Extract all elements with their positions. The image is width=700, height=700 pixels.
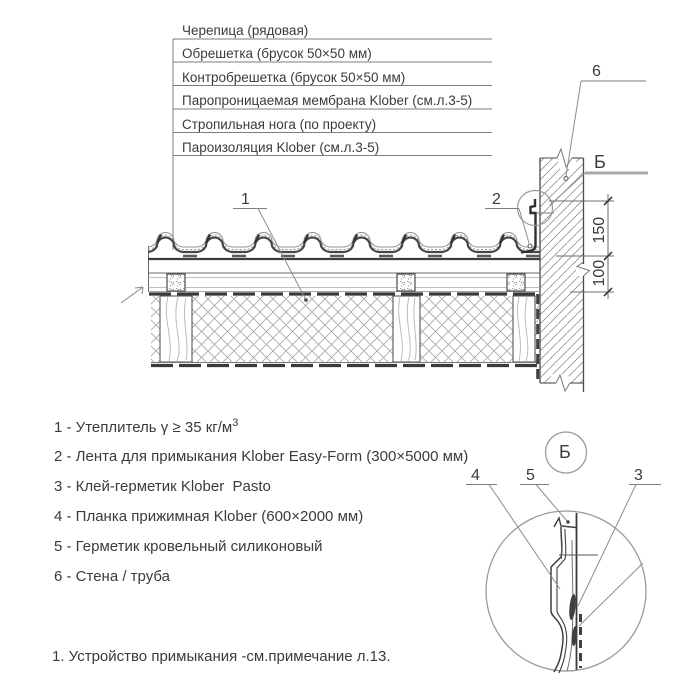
callout-3-glue: 3 xyxy=(634,467,643,484)
callout-5-sealant: 5 xyxy=(526,467,535,484)
layer-label-battens: Обрешетка (брусок 50×50 мм) xyxy=(182,46,372,61)
legend-item-1-sup: 3 xyxy=(232,417,239,429)
sheet-note: 1. Устройство примыкания -см.примечание л.13. xyxy=(52,648,391,665)
callout-2-tape: 2 xyxy=(492,191,501,208)
section-marker-detail: Б xyxy=(559,442,571,462)
dimension-100: 100 xyxy=(590,259,608,287)
layer-label-vapour-barrier: Пароизоляция Klober (см.л.3-5) xyxy=(182,139,380,155)
legend-item-1 xyxy=(54,417,238,436)
insulation-hatch xyxy=(151,296,540,362)
legend-item-3: 3 - Клей-герметик Klober Pasto xyxy=(54,478,271,495)
layer-label-membrane: Паропроницаемая мембрана Klober (см.л.3-5) xyxy=(182,93,473,108)
counter-batten-squares xyxy=(167,274,525,291)
callout-1-insulation: 1 xyxy=(241,191,250,208)
section-marker-main: Б xyxy=(594,152,606,172)
callout-6-wall: 6 xyxy=(592,63,601,80)
callout-4-pressure-bar: 4 xyxy=(471,467,480,484)
roof-tile-section xyxy=(148,233,540,257)
dimension-150: 150 xyxy=(590,216,608,244)
tile-interlock-lugs xyxy=(157,235,504,244)
legend-item-2: 2 - Лента для примыкания Klober Easy-Form (300×5000 мм) xyxy=(54,448,469,465)
layer-label-counter-battens: Контробрешетка (брусок 50×50 мм) xyxy=(182,69,406,85)
layer-label-tiles: Черепица (рядовая) xyxy=(182,23,309,38)
roof-layer-stack xyxy=(121,246,540,383)
detail-view xyxy=(466,432,661,673)
layer-label-rafter: Стропильная нога (по проекту) xyxy=(182,116,377,132)
legend-item-1-text: 1 - Утеплитель γ ≥ 35 кг/м xyxy=(54,419,233,436)
legend-item-4: 4 - Планка прижимная Klober (600×2000 мм) xyxy=(54,508,364,525)
left-break-arrow xyxy=(121,287,143,303)
wall-section xyxy=(540,146,590,392)
legend-item-6: 6 - Стена / труба xyxy=(54,568,170,585)
pressure-bar-profile xyxy=(551,518,576,673)
legend-item-5: 5 - Герметик кровельный силиконовый xyxy=(54,538,323,555)
